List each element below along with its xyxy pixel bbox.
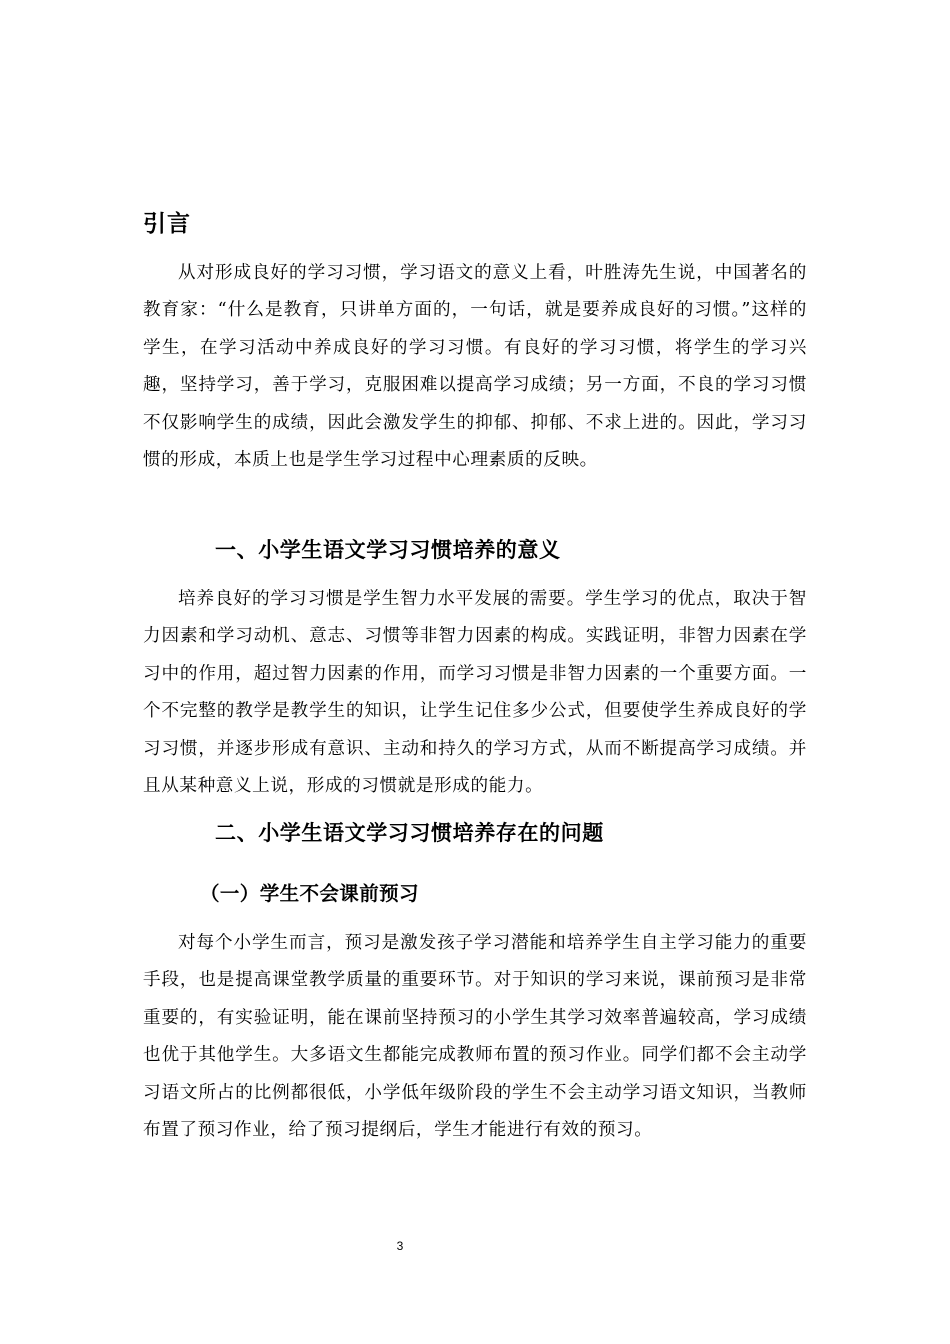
page-number: 3 <box>396 1239 404 1253</box>
section-1-paragraph: 培养良好的学习习惯是学生智力水平发展的需要。学生学习的优点，取决于智力因素和学习动机、意志、习惯等非智力因素的构成。实践证明，非智力因素在学习中的作用，超过智力因素的作用，而学习习惯是非智力因素的一个重要方面。一个不完整的教学是教学生的知识，让学生记住多少公式，但要使学生养成良好的学习习惯，并逐步形成有意识、主动和持久的学习方式，从而不断提高学习成绩。并且从某种意义上说，形成的习惯就是形成的能力。 <box>143 589 807 797</box>
subsection-1-paragraph: 对每个小学生而言，预习是激发孩子学习潜能和培养学生自主学习能力的重要手段，也是提高课堂教学质量的重要环节。对于知识的学习来说，课前预习是非常重要的，有实验证明，能在课前坚持预习的小学生其学习效率普遍较高，学习成绩也优于其他学生。大多语文生都能完成教师布置的预习作业。同学们都不会主动学习语文所占的比例都很低，小学低年级阶段的学生不会主动学习语文知识，当教师布置了预习作业，给了预习提纲后，学生才能进行有效的预习。 <box>143 933 807 1141</box>
intro-paragraph: 从对形成良好的学习习惯，学习语文的意义上看，叶胜涛先生说，中国著名的教育家：“什么是教育，只讲单方面的，一句话，就是要养成良好的习惯。”这样的学生，在学习活动中养成良好的学习习惯。有良好的学习习惯，将学生的学习兴趣，坚持学习，善于学习，克服困难以提高学习成绩；另一方面，不良的学习习惯不仅影响学生的成绩，因此会激发学生的抑郁、抑郁、不求上进的。因此，学习习惯的形成，本质上也是学生学习过程中心理素质的反映。 <box>143 263 807 471</box>
section-1-heading: 一、小学生语文学习习惯培养的意义 <box>215 538 561 562</box>
intro-heading: 引言 <box>143 211 191 237</box>
section-2-heading: 二、小学生语文学习习惯培养存在的问题 <box>215 821 604 845</box>
subsection-1-heading: （一）学生不会课前预习 <box>200 882 419 905</box>
